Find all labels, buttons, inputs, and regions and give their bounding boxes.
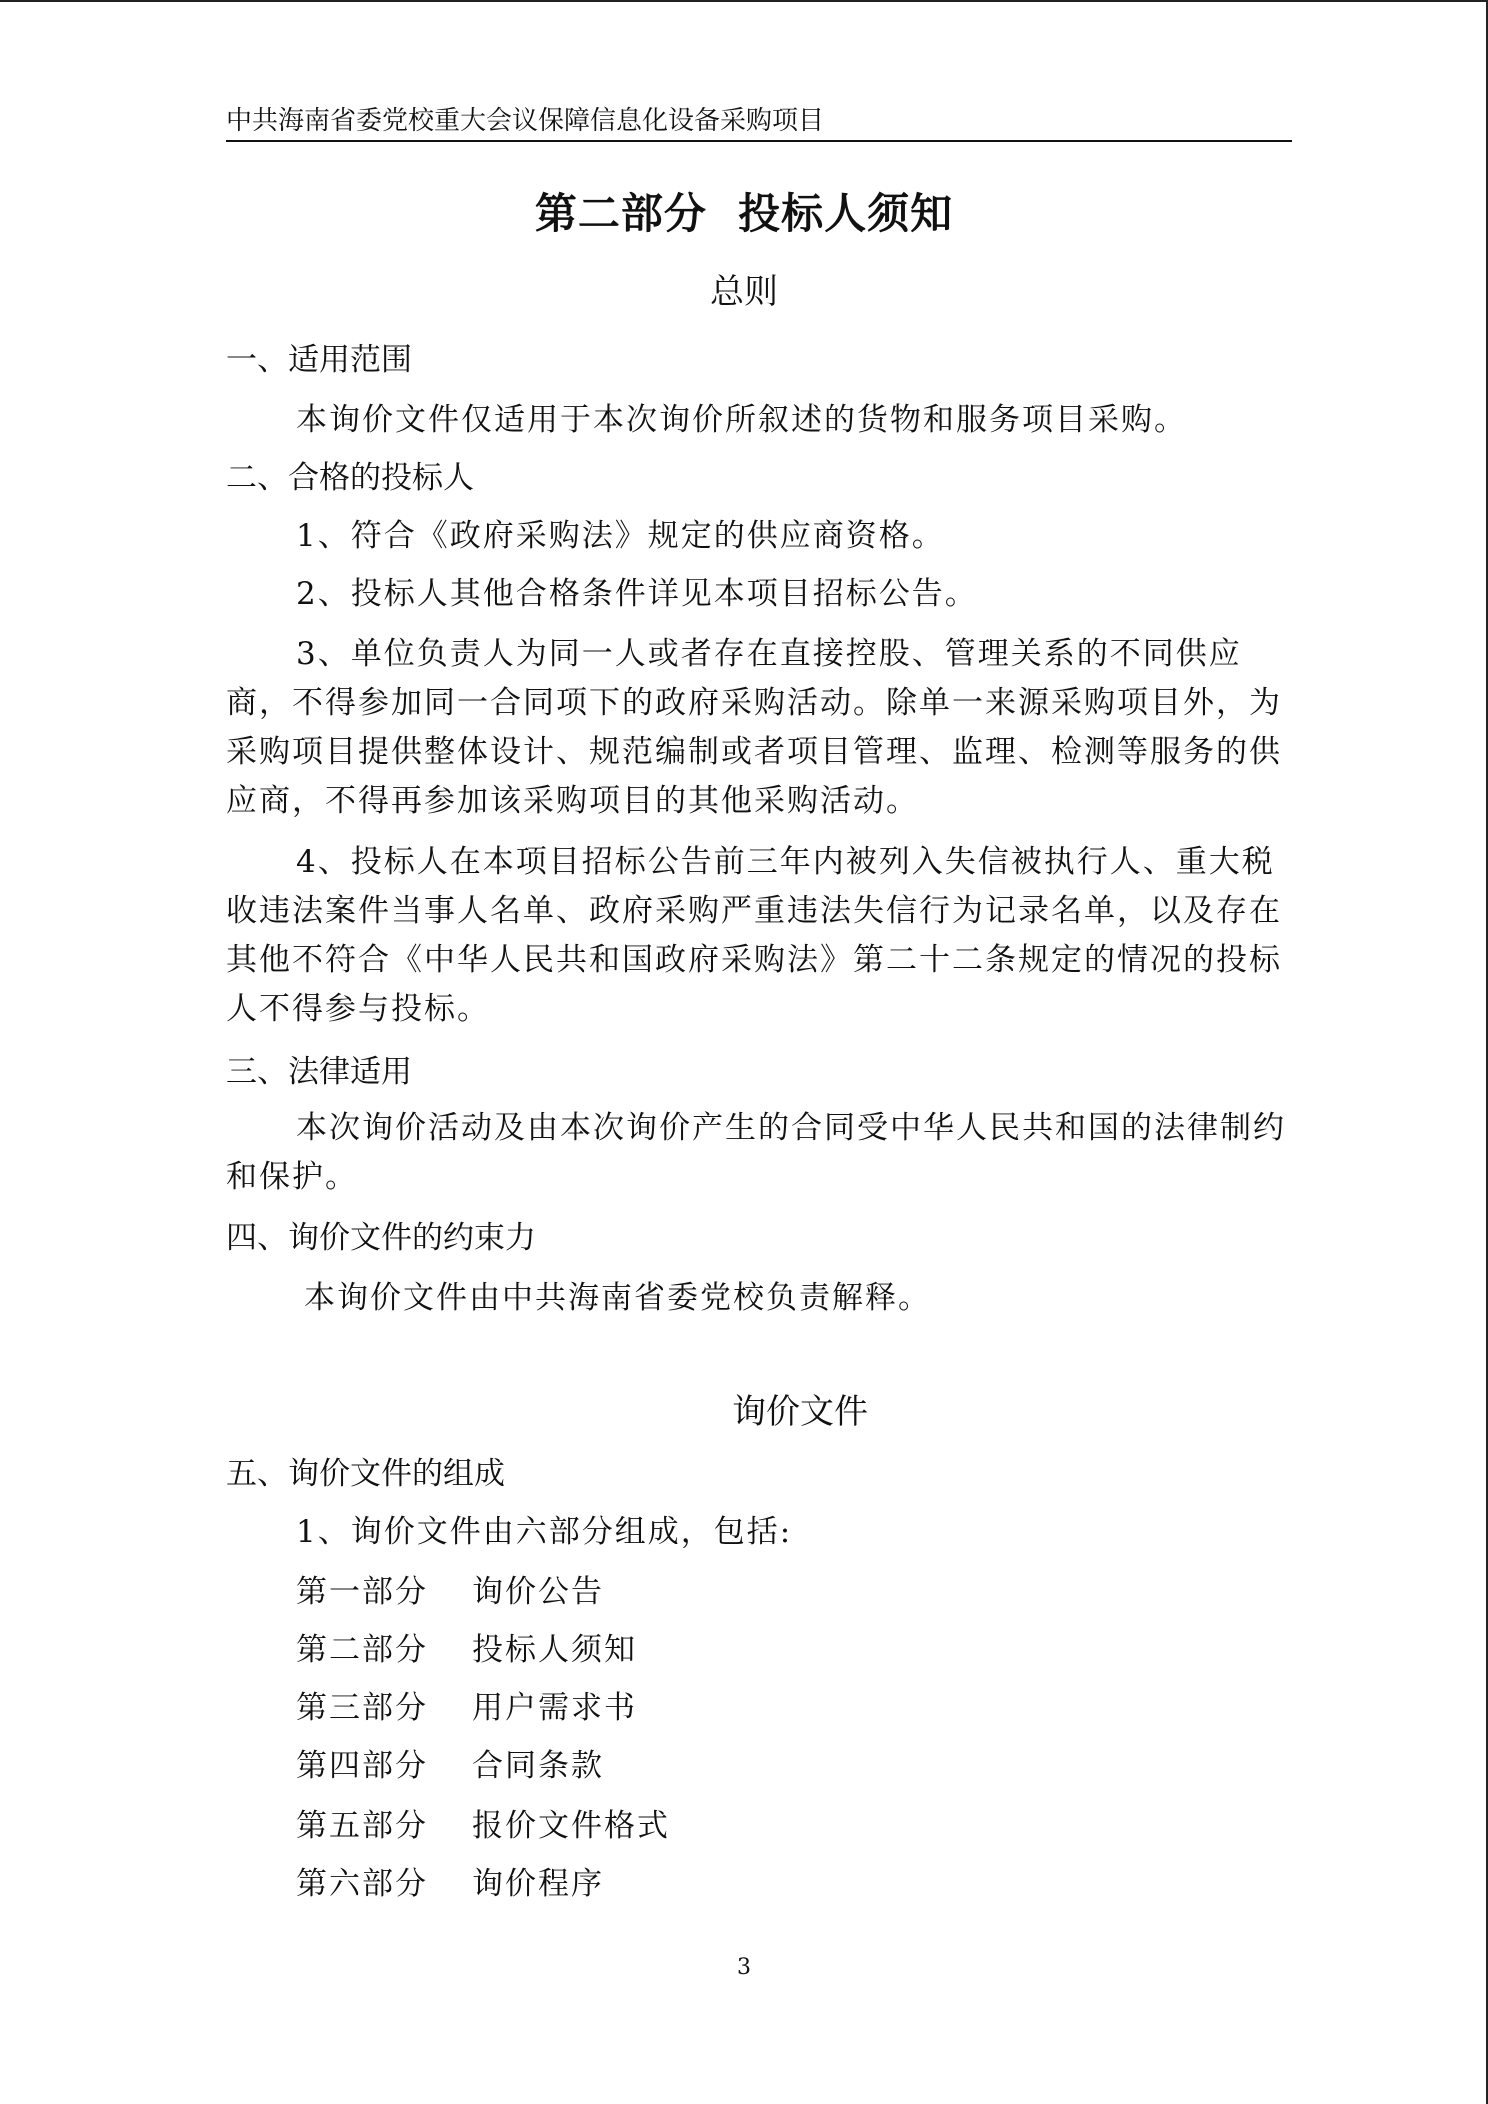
doc-part-name: 合同条款 bbox=[472, 1748, 604, 1784]
clause-heading-binding-force: 四、询价文件的约束力 bbox=[226, 1220, 536, 1256]
clause-heading-scope: 一、适用范围 bbox=[226, 342, 412, 378]
eligibility-item-3: 3、单位负责人为同一人或者存在直接控股、管理关系的不同供应商，不得参加同一合同项下的政府采购活动。除单一来源采购项目外，为采购项目提供整体设计、规范编制或者项目管理、监理、检测等服务的供应商，不得再参加该采购项目的其他采购活动。 bbox=[226, 636, 1282, 819]
doc-part-number: 第四部分 bbox=[296, 1748, 428, 1784]
doc-part-row bbox=[296, 1630, 637, 1670]
doc-part-row bbox=[296, 1688, 637, 1728]
doc-part-number: 第一部分 bbox=[296, 1574, 428, 1610]
doc-part-name: 投标人须知 bbox=[472, 1632, 637, 1668]
eligibility-item-4: 4、投标人在本项目招标公告前三年内被列入失信被执行人、重大税收违法案件当事人名单、政府采购严重违法失信行为记录名单，以及存在其他不符合《中华人民共和国政府采购法》第二十二条规定的情况的投标人不得参与投标。 bbox=[226, 844, 1282, 1027]
page-number: 3 bbox=[737, 1955, 751, 1980]
applicable-law-text: 本次询价活动及由本次询价产生的合同受中华人民共和国的法律制约和保护。 bbox=[226, 1110, 1286, 1195]
section-title-inquiry-docs: 询价文件 bbox=[732, 1392, 868, 1432]
doc-composition-intro: 1、询价文件由六部分组成，包括: bbox=[296, 1514, 793, 1550]
clause-scope-text: 本询价文件仅适用于本次询价所叙述的货物和服务项目采购。 bbox=[296, 402, 1187, 438]
clause-heading-eligible-bidders: 二、合格的投标人 bbox=[226, 460, 474, 496]
clause-heading-applicable-law: 三、法律适用 bbox=[226, 1054, 412, 1090]
doc-part-name: 用户需求书 bbox=[472, 1690, 637, 1726]
binding-force-text: 本询价文件由中共海南省委党校负责解释。 bbox=[304, 1280, 931, 1316]
doc-part-row bbox=[296, 1864, 604, 1904]
doc-part-name: 询价公告 bbox=[472, 1574, 604, 1610]
eligibility-item-1: 1、符合《政府采购法》规定的供应商资格。 bbox=[296, 518, 945, 554]
doc-part-number: 第五部分 bbox=[296, 1808, 428, 1844]
doc-part-name: 报价文件格式 bbox=[472, 1808, 670, 1844]
eligibility-item-2: 2、投标人其他合格条件详见本项目招标公告。 bbox=[296, 576, 978, 612]
section-title-general: 总则 bbox=[710, 272, 778, 312]
part-title: 第二部分 投标人须知 bbox=[534, 189, 954, 238]
doc-part-row bbox=[296, 1746, 604, 1786]
clause-heading-doc-composition: 五、询价文件的组成 bbox=[226, 1456, 505, 1492]
doc-part-number: 第三部分 bbox=[296, 1690, 428, 1726]
page-top-border bbox=[0, 0, 1488, 2]
doc-part-name: 询价程序 bbox=[472, 1866, 604, 1902]
running-header: 中共海南省委党校重大会议保障信息化设备采购项目 bbox=[226, 106, 1292, 142]
doc-part-number: 第二部分 bbox=[296, 1632, 428, 1668]
doc-part-number: 第六部分 bbox=[296, 1866, 428, 1902]
doc-part-row bbox=[296, 1572, 604, 1612]
doc-part-row bbox=[296, 1806, 670, 1846]
